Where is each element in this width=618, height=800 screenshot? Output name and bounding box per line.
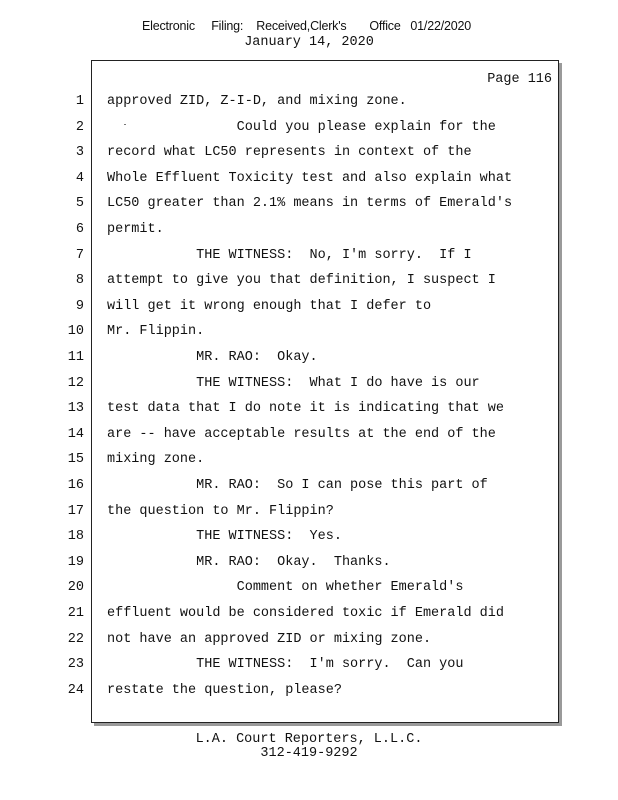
transcript-line: Whole Effluent Toxicity test and also explain what <box>107 170 513 186</box>
page-number: Page 116 <box>487 72 552 87</box>
transcript-line: Mr. Flippin. <box>107 324 205 340</box>
line-number: 6 <box>75 222 84 237</box>
transcript-line: MR. RAO: Okay. <box>107 350 318 365</box>
electronic-filing-stamp: Electronic Filing: Received,Clerk's Office 01/22/2020 <box>142 19 471 33</box>
transcript-line: not have an approved ZID or mixing zone. <box>107 631 432 647</box>
transcript-line: will get it wrong enough that I defer to <box>107 298 432 314</box>
transcript-date: January 14, 2020 <box>244 35 374 50</box>
line-number: 9 <box>75 298 84 314</box>
line-number: 14 <box>67 426 84 442</box>
line-number: 2 <box>75 119 84 135</box>
line-number: 18 <box>67 529 84 545</box>
transcript-line: attempt to give you that definition, I suspect I <box>107 273 496 289</box>
line-number: 16 <box>67 478 84 493</box>
transcript-line: MR. RAO: Okay. Thanks. <box>107 554 391 570</box>
transcript-line: THE WITNESS: I'm sorry. Can you <box>107 657 464 673</box>
transcript-line: MR. RAO: So I can pose this part of <box>107 478 488 493</box>
transcript-line: THE WITNESS: No, I'm sorry. If I <box>107 247 472 263</box>
line-number: 7 <box>75 247 84 263</box>
line-number: 5 <box>75 196 84 212</box>
line-number: 21 <box>67 606 84 621</box>
transcript-line: approved ZID, Z-I-D, and mixing zone. <box>107 94 407 109</box>
transcript-line: Comment on whether Emerald's <box>107 580 464 596</box>
transcript-line: restate the question, please? <box>107 682 342 698</box>
transcript-line: THE WITNESS: What I do have is our <box>107 375 480 391</box>
transcript-line: permit. <box>107 222 164 237</box>
line-number: 12 <box>67 375 84 391</box>
transcript-line: mixing zone. <box>107 452 205 468</box>
line-number: 11 <box>67 350 84 365</box>
transcript-line: LC50 greater than 2.1% means in terms of Emerald's <box>107 196 513 212</box>
transcript-line: test data that I do note it is indicating that we <box>107 401 504 417</box>
transcript-line: the question to Mr. Flippin? <box>107 503 334 519</box>
line-number: 20 <box>67 580 84 596</box>
transcript-line: effluent would be considered toxic if Emerald did <box>107 606 504 621</box>
line-number: 15 <box>67 452 84 468</box>
line-number: 17 <box>67 503 84 519</box>
line-number: 3 <box>75 145 84 161</box>
line-number: 4 <box>75 170 84 186</box>
line-number: 24 <box>67 682 84 698</box>
line-number: 19 <box>67 554 84 570</box>
footer <box>0 733 618 761</box>
line-number: 13 <box>67 401 84 417</box>
line-number: 10 <box>67 324 84 340</box>
line-number: 23 <box>67 657 84 673</box>
reporter-phone: 312-419-9292 <box>260 746 358 761</box>
line-number: 1 <box>75 94 84 109</box>
reporter-company: L.A. Court Reporters, L.L.C. <box>195 732 423 747</box>
line-number: 8 <box>75 273 84 289</box>
transcript-line: THE WITNESS: Yes. <box>107 529 342 545</box>
transcript-line: Could you please explain for the <box>107 119 496 135</box>
transcript-line: record what LC50 represents in context of the <box>107 145 472 161</box>
line-number: 22 <box>67 631 84 647</box>
transcript-line: are -- have acceptable results at the end of the <box>107 426 496 442</box>
